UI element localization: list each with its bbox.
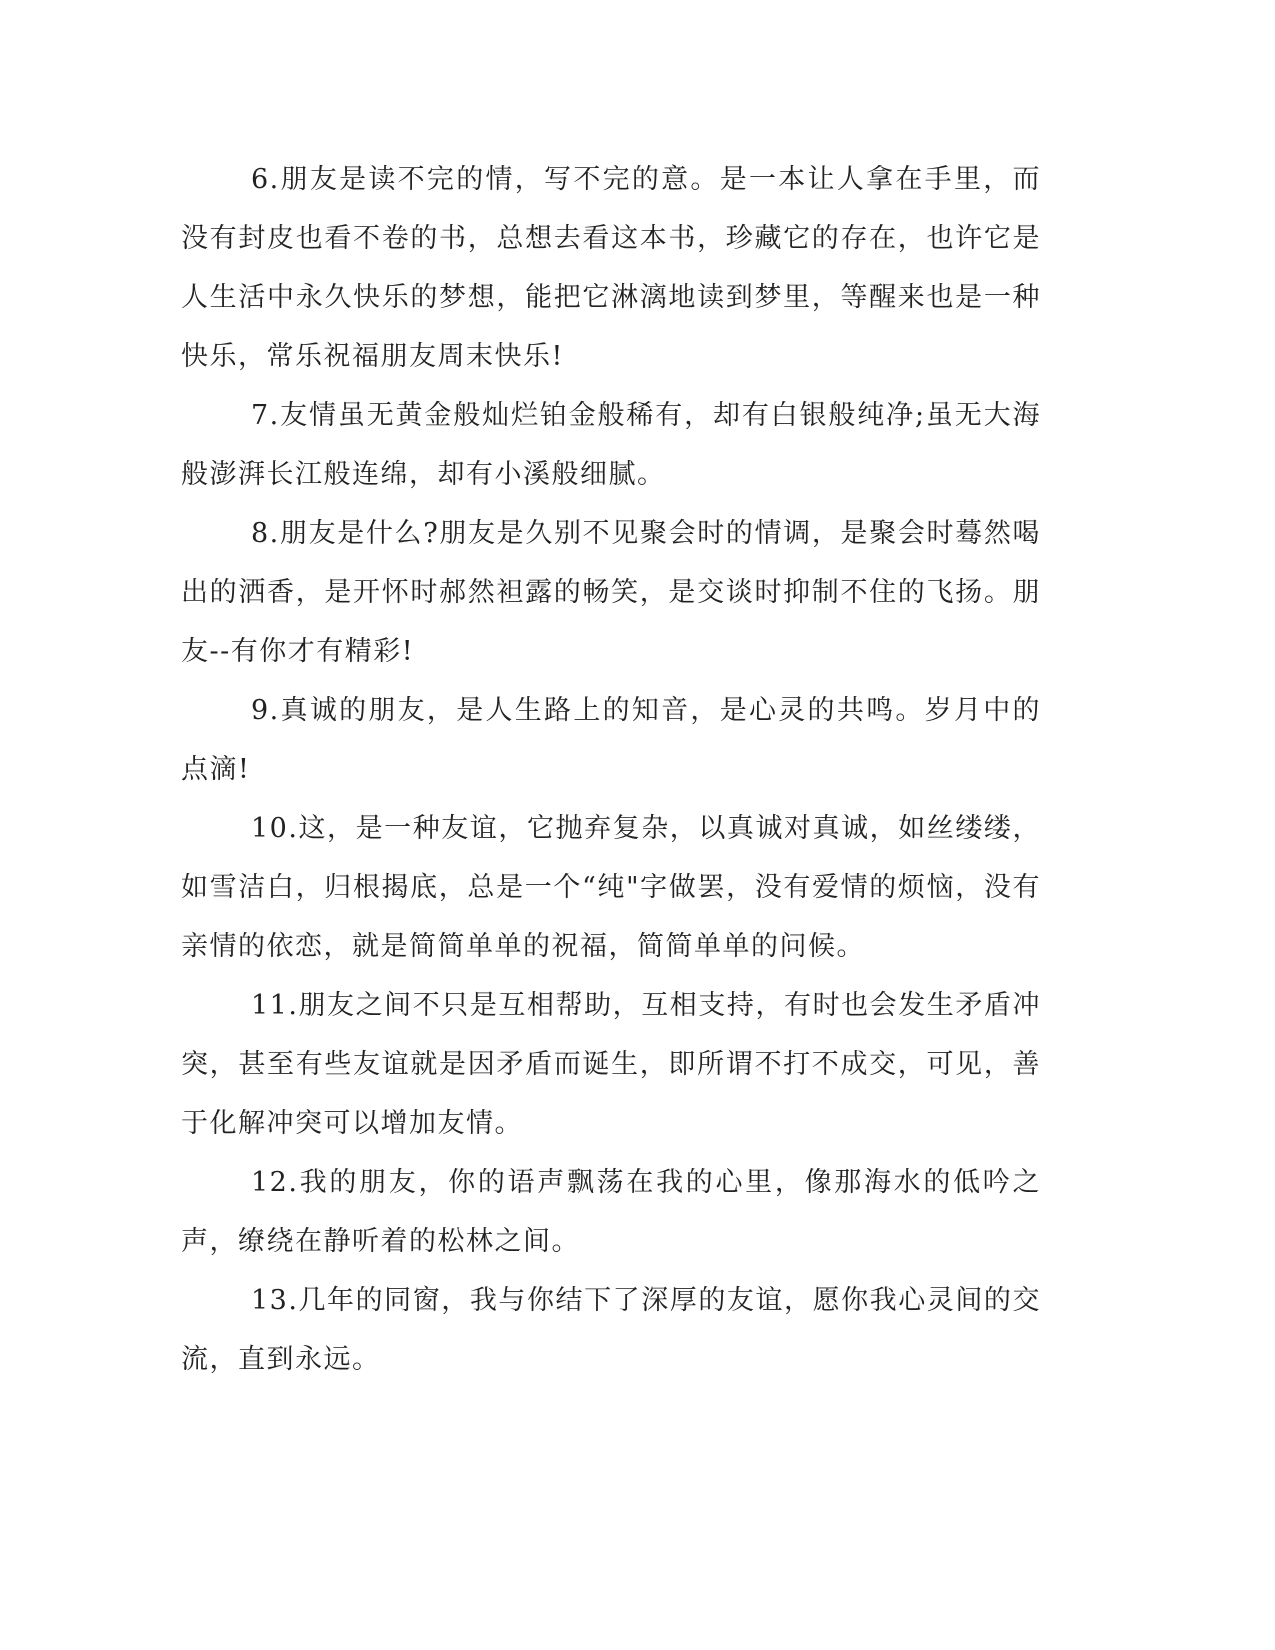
paragraph-12: 12.我的朋友，你的语声飘荡在我的心里，像那海水的低吟之声，缭绕在静听着的松林之间。 (181, 1167, 1041, 1257)
paragraph-10: 10.这，是一种友谊，它抛弃复杂，以真诚对真诚，如丝缕缕，如雪洁白，归根揭底，总是一个“纯"字做罢，没有爱情的烦恼，没有亲情的依恋，就是简简单单的祝福，简简单单的问候。 (181, 813, 1041, 962)
paragraph-11: 11.朋友之间不只是互相帮助，互相支持，有时也会发生矛盾冲突，甚至有些友谊就是因矛盾而诞生，即所谓不打不成交，可见，善于化解冲突可以增加友情。 (181, 990, 1041, 1139)
paragraph-7: 7.友情虽无黄金般灿烂铂金般稀有，却有白银般纯净;虽无大海般澎湃长江般连绵，却有小溪般细腻。 (181, 400, 1041, 490)
paragraph-8: 8.朋友是什么?朋友是久别不见聚会时的情调，是聚会时蓦然喝出的洒香，是开怀时郝然袒露的畅笑，是交谈时抑制不住的飞扬。朋友--有你才有精彩! (181, 518, 1041, 667)
paragraph-6: 6.朋友是读不完的情，写不完的意。是一本让人拿在手里，而没有封皮也看不卷的书，总想去看这本书，珍藏它的存在，也许它是人生活中永久快乐的梦想，能把它淋漓地读到梦里，等醒来也是一种快乐，常乐祝福朋友周末快乐! (181, 164, 1041, 372)
document-body (181, 150, 1041, 1389)
paragraph-13: 13.几年的同窗，我与你结下了深厚的友谊，愿你我心灵间的交流，直到永远。 (181, 1285, 1041, 1375)
paragraph-9: 9.真诚的朋友，是人生路上的知音，是心灵的共鸣。岁月中的点滴! (181, 695, 1041, 785)
